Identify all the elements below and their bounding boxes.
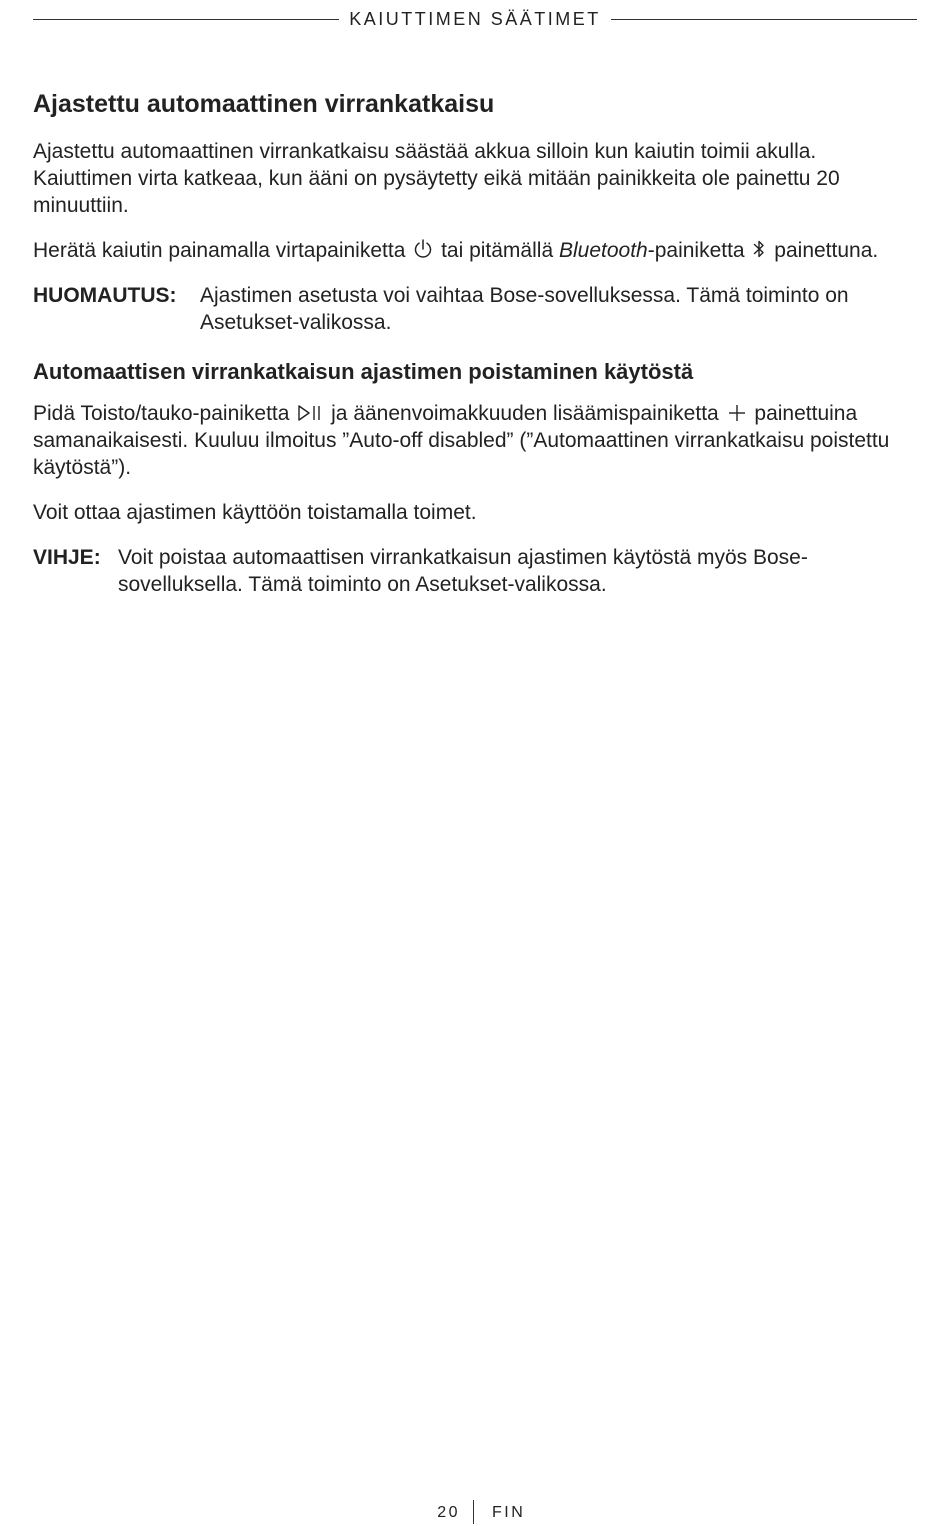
wake-text-3: -painiketta — [647, 239, 745, 262]
note-text: Ajastimen asetusta voi vaihtaa Bose-sovelluksessa. Tämä toiminto on Asetukset-valikossa. — [200, 284, 849, 334]
page-content — [33, 88, 913, 616]
section-heading-disable-timer: Automaattisen virrankatkaisun ajastimen poistaminen käytöstä — [33, 359, 694, 384]
wake-text-1: Herätä kaiutin painamalla virtapainiketta — [33, 239, 406, 262]
header-title: KAIUTTIMEN SÄÄTIMET — [349, 8, 601, 29]
tip-label: VIHJE: — [33, 546, 101, 569]
plus-icon — [727, 403, 747, 423]
note-block — [33, 282, 913, 336]
disable-text-3: painettuina samanaikaisesti. Kuuluu ilmoitus ”Auto-off disabled” (”Automaattinen virrankatkaisu poistettu käytöstä”). — [33, 402, 890, 479]
section-heading-auto-off: Ajastettu automaattinen virrankatkaisu — [33, 90, 495, 118]
page-number: 20 — [437, 1504, 460, 1521]
header-rule-right — [611, 19, 917, 20]
tip-text: Voit poistaa automaattisen virrankatkaisun ajastimen käytöstä myös Bose-sovelluksella. Tämä toiminto on Asetukset-valikossa. — [118, 546, 808, 596]
disable-text-1: Pidä Toisto/tauko-painiketta — [33, 402, 290, 425]
wake-text-4: painettuna. — [774, 239, 879, 262]
wake-instructions — [33, 237, 913, 264]
footer-divider — [473, 1500, 474, 1524]
language-code: FIN — [492, 1504, 526, 1521]
disable-instructions — [33, 400, 913, 481]
disable-text-2: ja äänenvoimakkuuden lisäämispainiketta — [331, 402, 719, 425]
tip-block — [33, 544, 913, 598]
page-header — [33, 6, 917, 32]
wake-text-bluetooth: Bluetooth — [558, 239, 648, 262]
reenable-instructions: Voit ottaa ajastimen käyttöön toistamalla toimet. — [33, 501, 477, 524]
play-pause-icon — [297, 403, 323, 423]
power-icon — [413, 238, 433, 260]
bluetooth-icon — [752, 238, 766, 260]
wake-text-2: tai pitämällä — [441, 239, 554, 262]
header-rule-left — [33, 19, 339, 20]
auto-off-description: Ajastettu automaattinen virrankatkaisu säästää akkua silloin kun kaiutin toimii akulla. Kaiuttimen virta katkeaa, kun ääni on pysäytetty eikä mitään painikkeita ole painettu 20 minuuttiin. — [33, 140, 840, 217]
note-label: HUOMAUTUS: — [33, 284, 177, 307]
page-footer — [0, 1500, 950, 1526]
